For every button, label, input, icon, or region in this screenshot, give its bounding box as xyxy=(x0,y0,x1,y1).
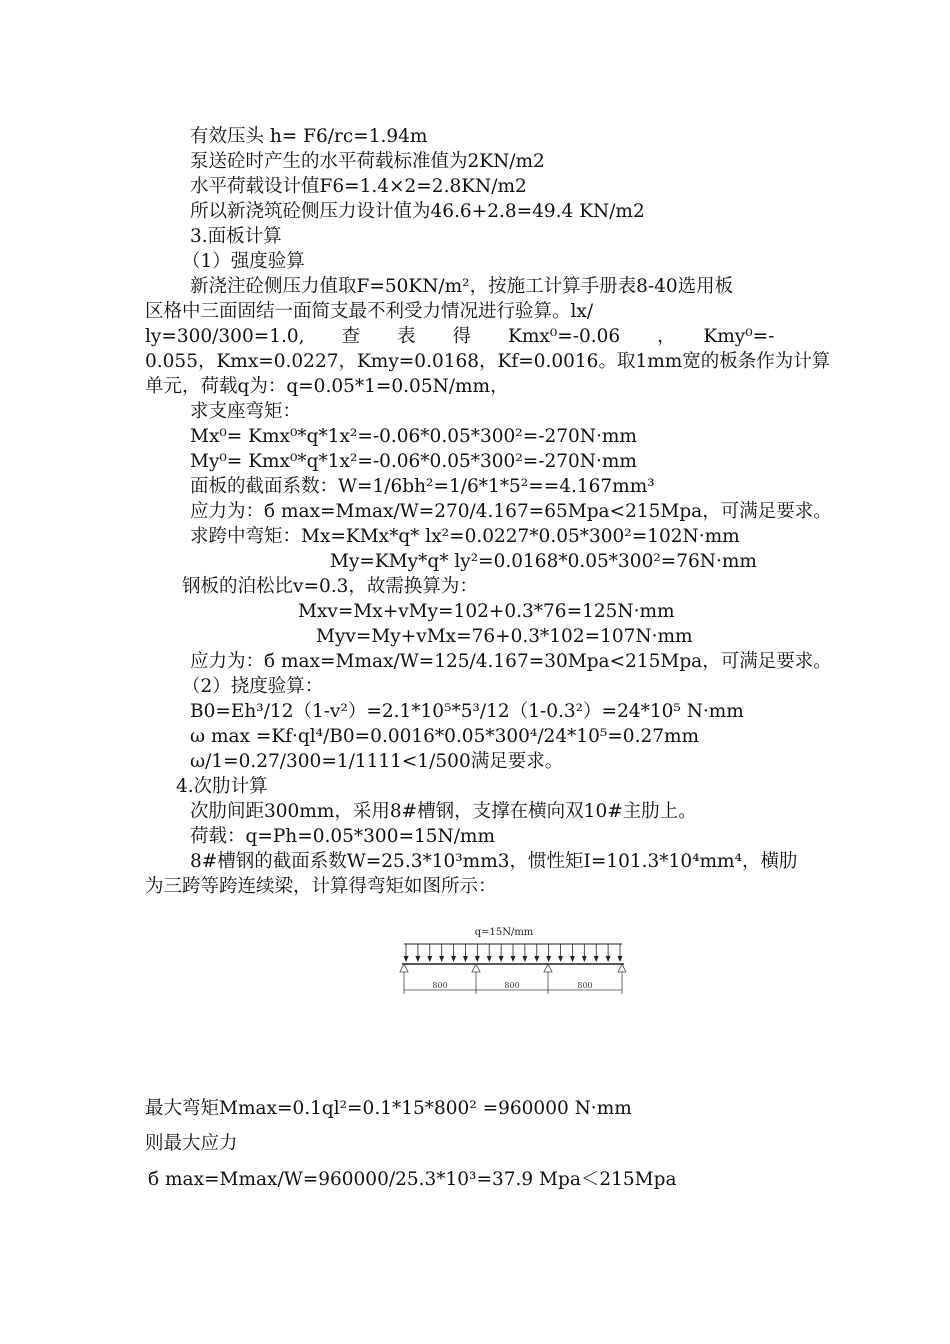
beam-load-diagram xyxy=(396,922,636,1002)
text-line: 新浇注砼侧压力值取F=50KN/m²，按施工计算手册表8-40选用板 xyxy=(190,276,734,297)
support-3 xyxy=(544,964,552,972)
text-line: 泵送砼时产生的水平荷载标准值为2KN/m2 xyxy=(190,151,545,172)
load-arrow-head xyxy=(558,956,563,962)
load-label: q=15N/mm xyxy=(474,927,534,938)
text-line: 有效压头 h= F6/rc=1.94m xyxy=(190,126,428,147)
load-arrow-head xyxy=(404,956,409,962)
text-line: 荷载：q=Ph=0.05*300=15N/mm xyxy=(190,826,496,847)
load-arrow-head xyxy=(475,956,480,962)
load-arrow-head xyxy=(499,956,504,962)
text-line: 次肋间距300mm，采用8#槽钢，支撑在横向双10#主肋上。 xyxy=(190,801,697,822)
text-line: 求支座弯矩： xyxy=(190,401,302,422)
text-line: 0.055，Kmx=0.0227，Kmy=0.0168，Kf=0.0016。取1mm宽的板条作为计算 xyxy=(145,351,831,372)
formula-line: ω max =Kf·ql⁴/B0=0.0016*0.05*300⁴/24*10⁵=0.27mm xyxy=(190,726,700,747)
formula-line: Mx⁰= Kmx⁰*q*1x²=-0.06*0.05*300²=-270N·mm xyxy=(190,426,637,447)
text-line: ly=300/300=1.0, 查 表 得 Kmx⁰=-0.06 ， Kmy⁰=- xyxy=(145,326,775,347)
support-2 xyxy=(472,964,480,972)
span-dimensions xyxy=(432,981,592,990)
text-line: 水平荷载设计值F6=1.4×2=2.8KN/m2 xyxy=(190,176,527,197)
text-line: 则最大应力 xyxy=(145,1133,238,1154)
load-arrow-head xyxy=(439,956,444,962)
span-label: 800 xyxy=(577,981,593,990)
text-line: 求跨中弯矩：Mx=KMx*q* lx²=0.0227*0.05*300²=102N·mm xyxy=(190,526,740,547)
support-4 xyxy=(618,964,626,972)
load-arrow-head xyxy=(546,956,551,962)
formula-line: Myv=My+vMx=76+0.3*102=107N·mm xyxy=(316,626,693,647)
text-line: 钢板的泊松比v=0.3，故需换算为： xyxy=(182,576,478,597)
text-line: 8#槽钢的截面系数W=25.3*10³mm3，惯性矩I=101.3*10⁴mm⁴，横肋 xyxy=(190,851,798,872)
text-fragment: 区格中三面固结一面简支最不利受力情况进行验算。lx/ xyxy=(145,301,594,322)
load-arrow-head xyxy=(463,956,468,962)
text-line: 应力为：б max=Mmax/W=125/4.167=30Mpa<215Mpa，可满足要求。 xyxy=(190,651,832,672)
text-line: 最大弯矩Mmax=0.1ql²=0.1*15*800² =960000 N·mm xyxy=(145,1098,632,1119)
formula-line: My=KMy*q* ly²=0.0168*0.05*300²=76N·mm xyxy=(330,551,757,572)
load-arrow-head xyxy=(570,956,575,962)
support-1 xyxy=(400,964,408,972)
text-line: 应力为：б max=Mmax/W=270/4.167=65Mpa<215Mpa，可满足要求。 xyxy=(190,501,832,522)
formula-line: Mxv=Mx+vMy=102+0.3*76=125N·mm xyxy=(298,601,675,622)
formula-line: B0=Eh³/12（1-v²）=2.1*10⁵*5³/12（1-0.3²）=24*10⁵ N·mm xyxy=(190,701,744,722)
span-label: 800 xyxy=(504,981,520,990)
text-line: ω/1=0.27/300=1/1111<1/500满足要求。 xyxy=(190,751,564,772)
subsection-heading: （1）强度验算 xyxy=(182,251,305,272)
load-arrow-head xyxy=(415,956,420,962)
text-line: 所以新浇筑砼侧压力设计值为46.6+2.8=49.4 KN/m2 xyxy=(190,201,645,222)
load-arrow-head xyxy=(594,956,599,962)
formula-line: My⁰= Kmx⁰*q*1x²=-0.06*0.05*300²=-270N·mm xyxy=(190,451,637,472)
load-arrow-head xyxy=(511,956,516,962)
section-heading: 4.次肋计算 xyxy=(176,776,268,797)
text-line: б max=Mmax/W=960000/25.3*10³=37.9 Mpa＜215Mpa xyxy=(148,1169,677,1190)
subsection-heading: （2）挠度验算： xyxy=(182,676,324,697)
load-arrow-head xyxy=(427,956,432,962)
text-line: 面板的截面系数：W=1/6bh²=1/6*1*5²==4.167mm³ xyxy=(190,476,655,497)
load-arrow-head xyxy=(487,956,492,962)
text-line: 单元，荷载q为：q=0.05*1=0.05N/mm， xyxy=(145,376,509,397)
text-line xyxy=(145,299,807,324)
load-arrow-head xyxy=(522,956,527,962)
load-arrow-head xyxy=(606,956,611,962)
load-arrow-head xyxy=(618,956,623,962)
span-label: 800 xyxy=(432,981,448,990)
load-arrow-head xyxy=(534,956,539,962)
load-arrow-head xyxy=(451,956,456,962)
section-heading: 3.面板计算 xyxy=(190,226,282,247)
load-arrows xyxy=(404,944,623,962)
text-line: 为三跨等跨连续梁，计算得弯矩如图所示： xyxy=(145,876,497,897)
load-arrow-head xyxy=(582,956,587,962)
